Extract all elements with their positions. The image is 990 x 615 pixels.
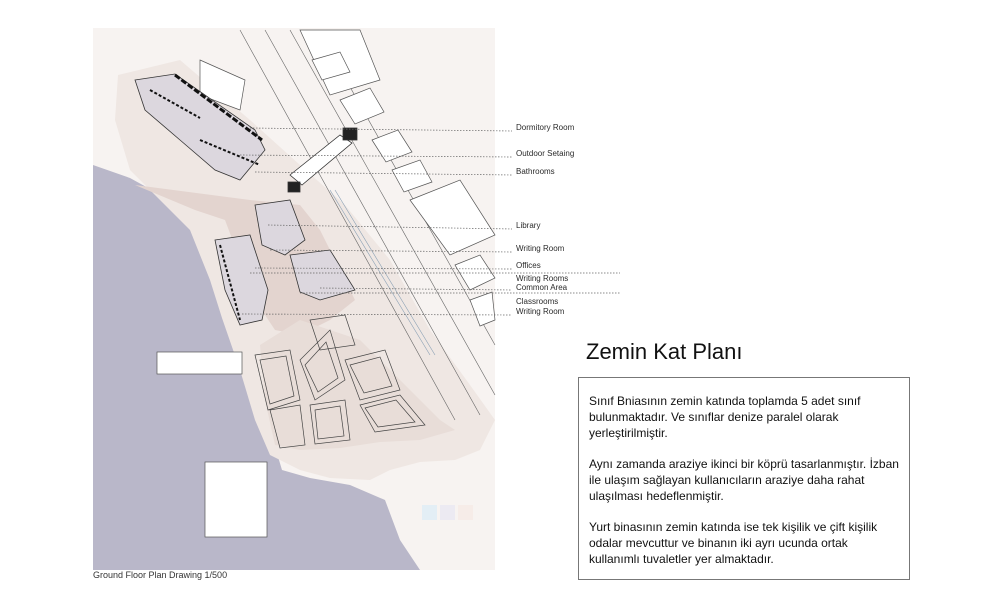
legend-swatch-2 [440, 505, 455, 520]
description-paragraph-3: Yurt binasının zemin katında ise tek kişilik ve çift kişilik odalar mevcuttur ve binanın iki ayrı ucunda ortak kullanımlı tuvaletler yer almaktadır. [589, 520, 878, 566]
label-common-area: Common Area [516, 283, 568, 292]
label-writing-room-2: Writing Room [516, 307, 565, 316]
label-library: Library [516, 221, 541, 230]
label-writing-rooms: Writing Rooms [516, 274, 569, 283]
label-dormitory-room: Dormitory Room [516, 123, 575, 132]
legend-swatch-3 [458, 505, 473, 520]
pier-north [157, 352, 242, 374]
legend-swatch-1 [422, 505, 437, 520]
description-paragraph-2: Aynı zamanda araziye ikinci bir köprü tasarlanmıştır. İzban ile ulaşım sağlayan kullanıcıların araziye daha rahat ulaşılması hedeflenmiştir. [589, 457, 899, 503]
label-outdoor-seating: Outdoor Setaing [516, 149, 575, 158]
label-offices: Offices [516, 261, 541, 270]
panel-title: Zemin Kat Planı [586, 339, 743, 364]
label-writing-room-1: Writing Room [516, 244, 565, 253]
pier-south [205, 462, 267, 537]
label-classrooms: Classrooms [516, 297, 559, 306]
description-box [578, 377, 910, 580]
description-paragraph-1: Sınıf Bniasının zemin katında toplamda 5 adet sınıf bulunmaktadır. Ve sınıflar denize paralel olarak yerleştirilmiştir. [589, 394, 861, 440]
label-bathrooms: Bathrooms [516, 167, 555, 176]
plan-caption: Ground Floor Plan Drawing 1/500 [93, 570, 228, 580]
